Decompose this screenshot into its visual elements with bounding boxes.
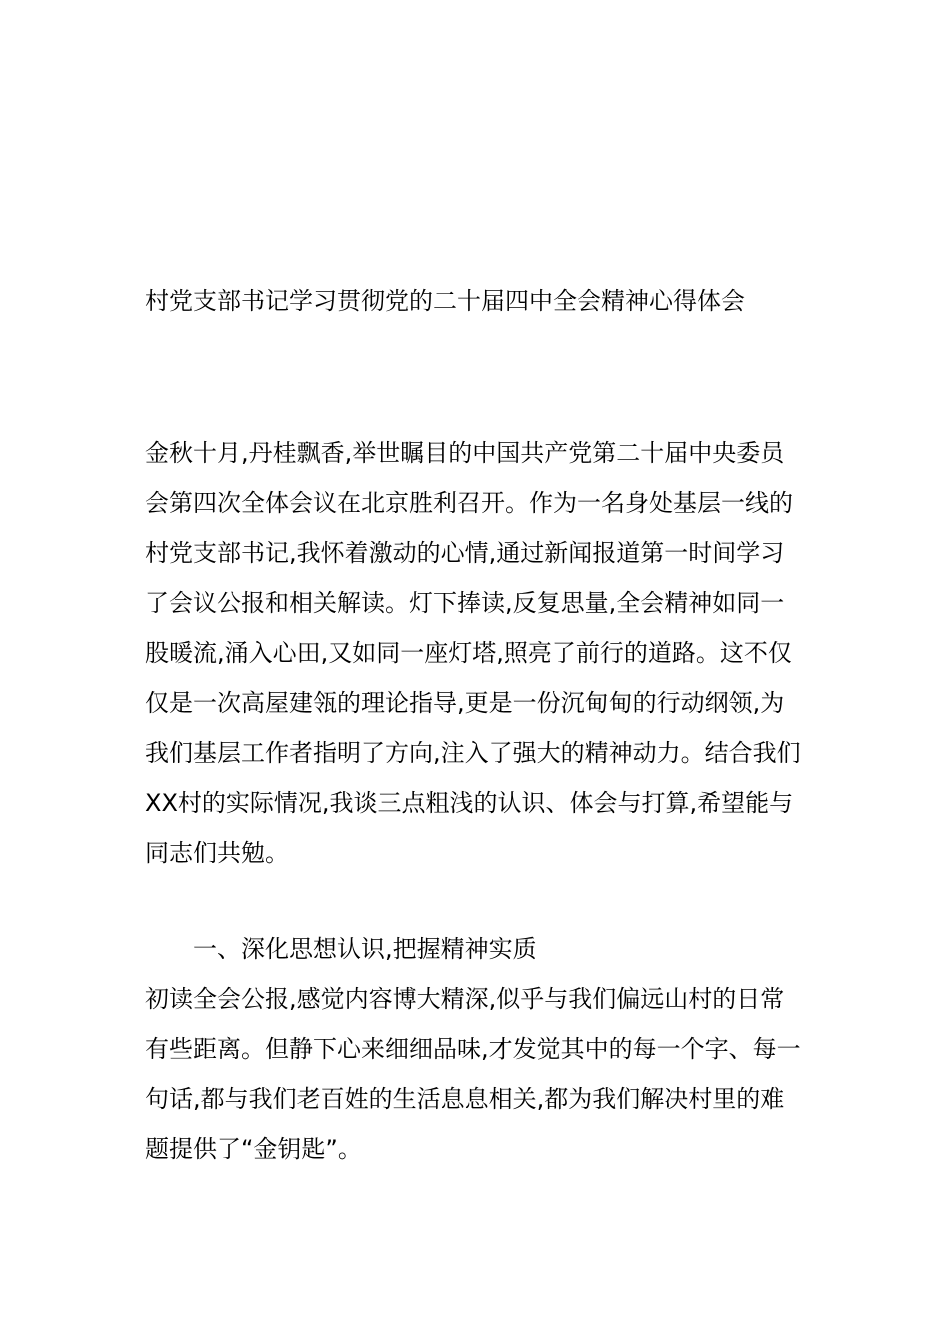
document-title: 村党支部书记学习贯彻党的二十届四中全会精神心得体会 [145,287,745,315]
section-1-heading: 一、深化思想认识,把握精神实质 [193,935,537,963]
section-1-paragraph: 初读全会公报,感觉内容博大精深,似乎与我们偏远山村的日常有些距离。但静下心来细细品味,才发觉其中的每一个字、每一句话,都与我们老百姓的生活息息相关,都为我们解决村里的难题提供了“金钥匙”。 [145,985,801,1163]
intro-paragraph: 金秋十月,丹桂飘香,举世瞩目的中国共产党第二十届中央委员会第四次全体会议在北京胜利召开。作为一名身处基层一线的村党支部书记,我怀着激动的心情,通过新闻报道第一时间学习了会议公报和相关解读。灯下捧读,反复思量,全会精神如同一股暖流,涌入心田,又如同一座灯塔,照亮了前行的道路。这不仅仅是一次高屋建瓴的理论指导,更是一份沉甸甸的行动纲领,为我们基层工作者指明了方向,注入了强大的精神动力。结合我们XX村的实际情况,我谈三点粗浅的认识、体会与打算,希望能与同志们共勉。 [145,439,801,867]
